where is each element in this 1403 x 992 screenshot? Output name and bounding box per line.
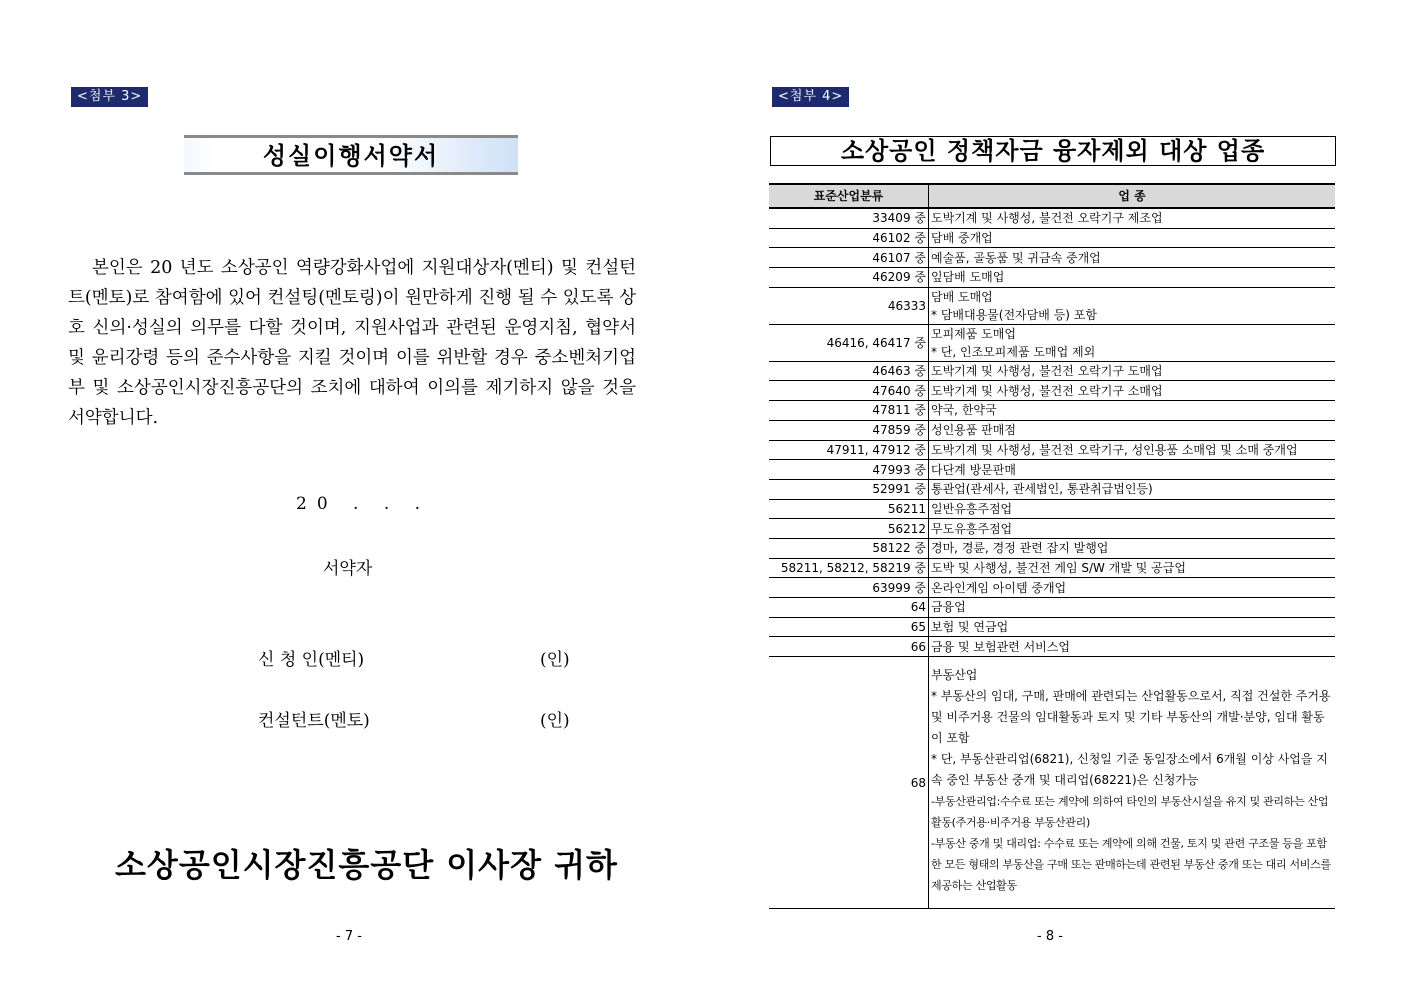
industry-description — [929, 460, 1336, 480]
industry-description — [929, 617, 1336, 637]
table-row — [769, 578, 1335, 598]
column-header: 표준산업분류 — [769, 184, 929, 208]
industry-description — [929, 479, 1336, 499]
industry-description — [929, 657, 1336, 909]
attachment-tag: <첨부 3> — [71, 87, 148, 107]
industry-description — [929, 637, 1336, 657]
industry-description — [929, 248, 1336, 268]
industry-code: 47859 중 — [769, 420, 929, 440]
industry-note: * 단, 인조모피제품 도매업 제외 — [931, 344, 1096, 359]
consultant-seal: (인) — [540, 711, 570, 731]
industry-description — [929, 420, 1336, 440]
industry-name: 잎담배 도매업 — [931, 270, 1005, 285]
industry-description — [929, 381, 1336, 401]
industry-name: 금융업 — [931, 600, 966, 615]
table-row — [769, 538, 1335, 558]
table-row — [769, 598, 1335, 618]
industry-code: 46209 중 — [769, 268, 929, 288]
table-row — [769, 361, 1335, 381]
industry-code: 47640 중 — [769, 381, 929, 401]
industry-code: 46416, 46417 중 — [769, 324, 929, 361]
industry-name: 도박 및 사행성, 불건전 게임 S/W 개발 및 공급업 — [931, 560, 1186, 575]
table-row — [769, 460, 1335, 480]
industry-description — [929, 598, 1336, 618]
industry-name: 도박기계 및 사행성, 불건전 오락기구 제조업 — [931, 211, 1163, 226]
industry-code: 65 — [769, 617, 929, 637]
industry-description — [929, 324, 1336, 361]
industry-name: 보험 및 연금업 — [931, 620, 1009, 635]
industry-description — [929, 361, 1336, 381]
page-number: - 7 - — [336, 929, 362, 944]
industry-name: 담배 도매업 — [931, 289, 993, 304]
industry-name: 도박기계 및 사행성, 불건전 오락기구 도매업 — [931, 364, 1163, 379]
table-row — [769, 248, 1335, 268]
industry-name: 일반유흥주점업 — [931, 501, 1013, 516]
industry-code: 63999 중 — [769, 578, 929, 598]
industry-code: 46463 중 — [769, 361, 929, 381]
industry-description — [929, 268, 1336, 288]
industry-code: 47811 중 — [769, 401, 929, 421]
applicant-seal: (인) — [540, 650, 570, 670]
table-row — [769, 479, 1335, 499]
table-row — [769, 287, 1335, 324]
table-row — [769, 324, 1335, 361]
industry-code: 33409 중 — [769, 208, 929, 228]
page-title: 성실이행서약서 — [184, 135, 518, 175]
industry-note: -부동산 중개 및 대리업: 수수료 또는 계약에 의해 건물, 토지 및 관련 구조물 등을 포함한 모든 형태의 부동산을 구매 또는 판매하는데 관련된 부동산 중개 또는 대리 서비스를 제공하는 산업활동 — [931, 837, 1331, 893]
industry-name: 담배 중개업 — [931, 231, 993, 246]
addressee: 소상공인시장진흥공단 이사장 귀하 — [115, 846, 618, 884]
industry-name: 약국, 한약국 — [931, 403, 997, 418]
industry-name: 다단계 방문판매 — [931, 462, 1016, 477]
table-row — [769, 208, 1335, 228]
industry-description — [929, 538, 1336, 558]
industry-code: 56211 — [769, 499, 929, 519]
industry-name: 예술품, 골동품 및 귀금속 중개업 — [931, 250, 1101, 265]
industry-note: -부동산관리업:수수료 또는 계약에 의하여 타인의 부동산시설을 유지 및 관리하는 산업활동(주거용·비주거용 부동산관리) — [931, 795, 1329, 830]
industry-name: 부동산업 — [931, 668, 978, 683]
industry-name: 경마, 경륜, 경정 관련 잡지 발행업 — [931, 541, 1109, 556]
industry-description — [929, 440, 1336, 460]
industry-note: * 담배대용물(전자담배 등) 포함 — [931, 307, 1097, 322]
industry-note: * 부동산의 임대, 구매, 판매에 관련되는 산업활동으로서, 직접 건설한 주거용 및 비주거용 건물의 임대활동과 토지 및 기타 부동산의 개발·분양, 임대 활동이 포함 — [931, 689, 1331, 746]
table-row — [769, 420, 1335, 440]
industry-description — [929, 558, 1336, 578]
table-row — [769, 401, 1335, 421]
industry-description — [929, 519, 1336, 539]
attachment-tag: <첨부 4> — [772, 87, 849, 107]
table-row — [769, 519, 1335, 539]
industry-code: 52991 중 — [769, 479, 929, 499]
excluded-industries-table — [769, 183, 1335, 909]
industry-code: 46107 중 — [769, 248, 929, 268]
table-row — [769, 657, 1335, 909]
table-row — [769, 637, 1335, 657]
industry-name: 성인용품 판매점 — [931, 423, 1016, 438]
industry-code: 58122 중 — [769, 538, 929, 558]
industry-name: 온라인게임 아이템 중개업 — [931, 580, 1067, 595]
pledger-label: 서약자 — [323, 559, 373, 579]
industry-code: 46333 — [769, 287, 929, 324]
table-row — [769, 381, 1335, 401]
industry-description — [929, 208, 1336, 228]
industry-description — [929, 578, 1336, 598]
industry-code: 56212 — [769, 519, 929, 539]
pledge-body: 본인은 20 년도 소상공인 역량강화사업에 지원대상자(멘티) 및 컨설턴트(멘토)로 참여함에 있어 컨설팅(멘토링)이 원만하게 진행 될 수 있도록 상호 신의·성실의 의무를 다할 것이며, 지원사업과 관련된 운영지침, 협약서 및 윤리강령 등의 준수사항을 지킬 것이며 이를 위반할 경우 중소벤처기업부 및 소상공인시장진흥공단의 조치에 대하여 이의를 제기하지 않을 것을 서약합니다. — [68, 258, 636, 428]
industry-name: 무도유흥주점업 — [931, 521, 1013, 536]
date-line: 20 . . . — [296, 494, 431, 514]
industry-name: 도박기계 및 사행성, 불건전 오락기구, 성인용품 소매업 및 소매 중개업 — [931, 442, 1298, 457]
industry-code: 46102 중 — [769, 228, 929, 248]
industry-name: 모피제품 도매업 — [931, 326, 1016, 341]
consultant-label: 컨설턴트(멘토) — [258, 711, 370, 731]
industry-description — [929, 228, 1336, 248]
industry-description — [929, 401, 1336, 421]
table-row — [769, 228, 1335, 248]
table-body — [769, 208, 1335, 909]
table-row — [769, 440, 1335, 460]
industry-name: 금융 및 보험관련 서비스업 — [931, 639, 1070, 654]
page-title: 소상공인 정책자금 융자제외 대상 업종 — [770, 136, 1336, 166]
page-number: - 8 - — [1037, 929, 1063, 944]
industry-note: * 단, 부동산관리업(6821), 신청일 기준 동일장소에서 6개월 이상 사업을 지속 중인 부동산 중개 및 대리업(68221)은 신청가능 — [931, 752, 1328, 788]
industry-code: 47993 중 — [769, 460, 929, 480]
industry-code: 68 — [769, 657, 929, 909]
table-row — [769, 617, 1335, 637]
industry-name: 통관업(관세사, 관세법인, 통관취급법인등) — [931, 482, 1153, 497]
industry-code: 58211, 58212, 58219 중 — [769, 558, 929, 578]
applicant-label: 신 청 인(멘티) — [258, 650, 365, 670]
industry-code: 47911, 47912 중 — [769, 440, 929, 460]
industry-description — [929, 287, 1336, 324]
table-row — [769, 499, 1335, 519]
table-header-row — [769, 184, 1335, 208]
column-header: 업 종 — [929, 184, 1336, 208]
table-row — [769, 558, 1335, 578]
industry-code: 66 — [769, 637, 929, 657]
industry-code: 64 — [769, 598, 929, 618]
industry-description — [929, 499, 1336, 519]
industry-name: 도박기계 및 사행성, 불건전 오락기구 소매업 — [931, 383, 1163, 398]
table-row — [769, 268, 1335, 288]
